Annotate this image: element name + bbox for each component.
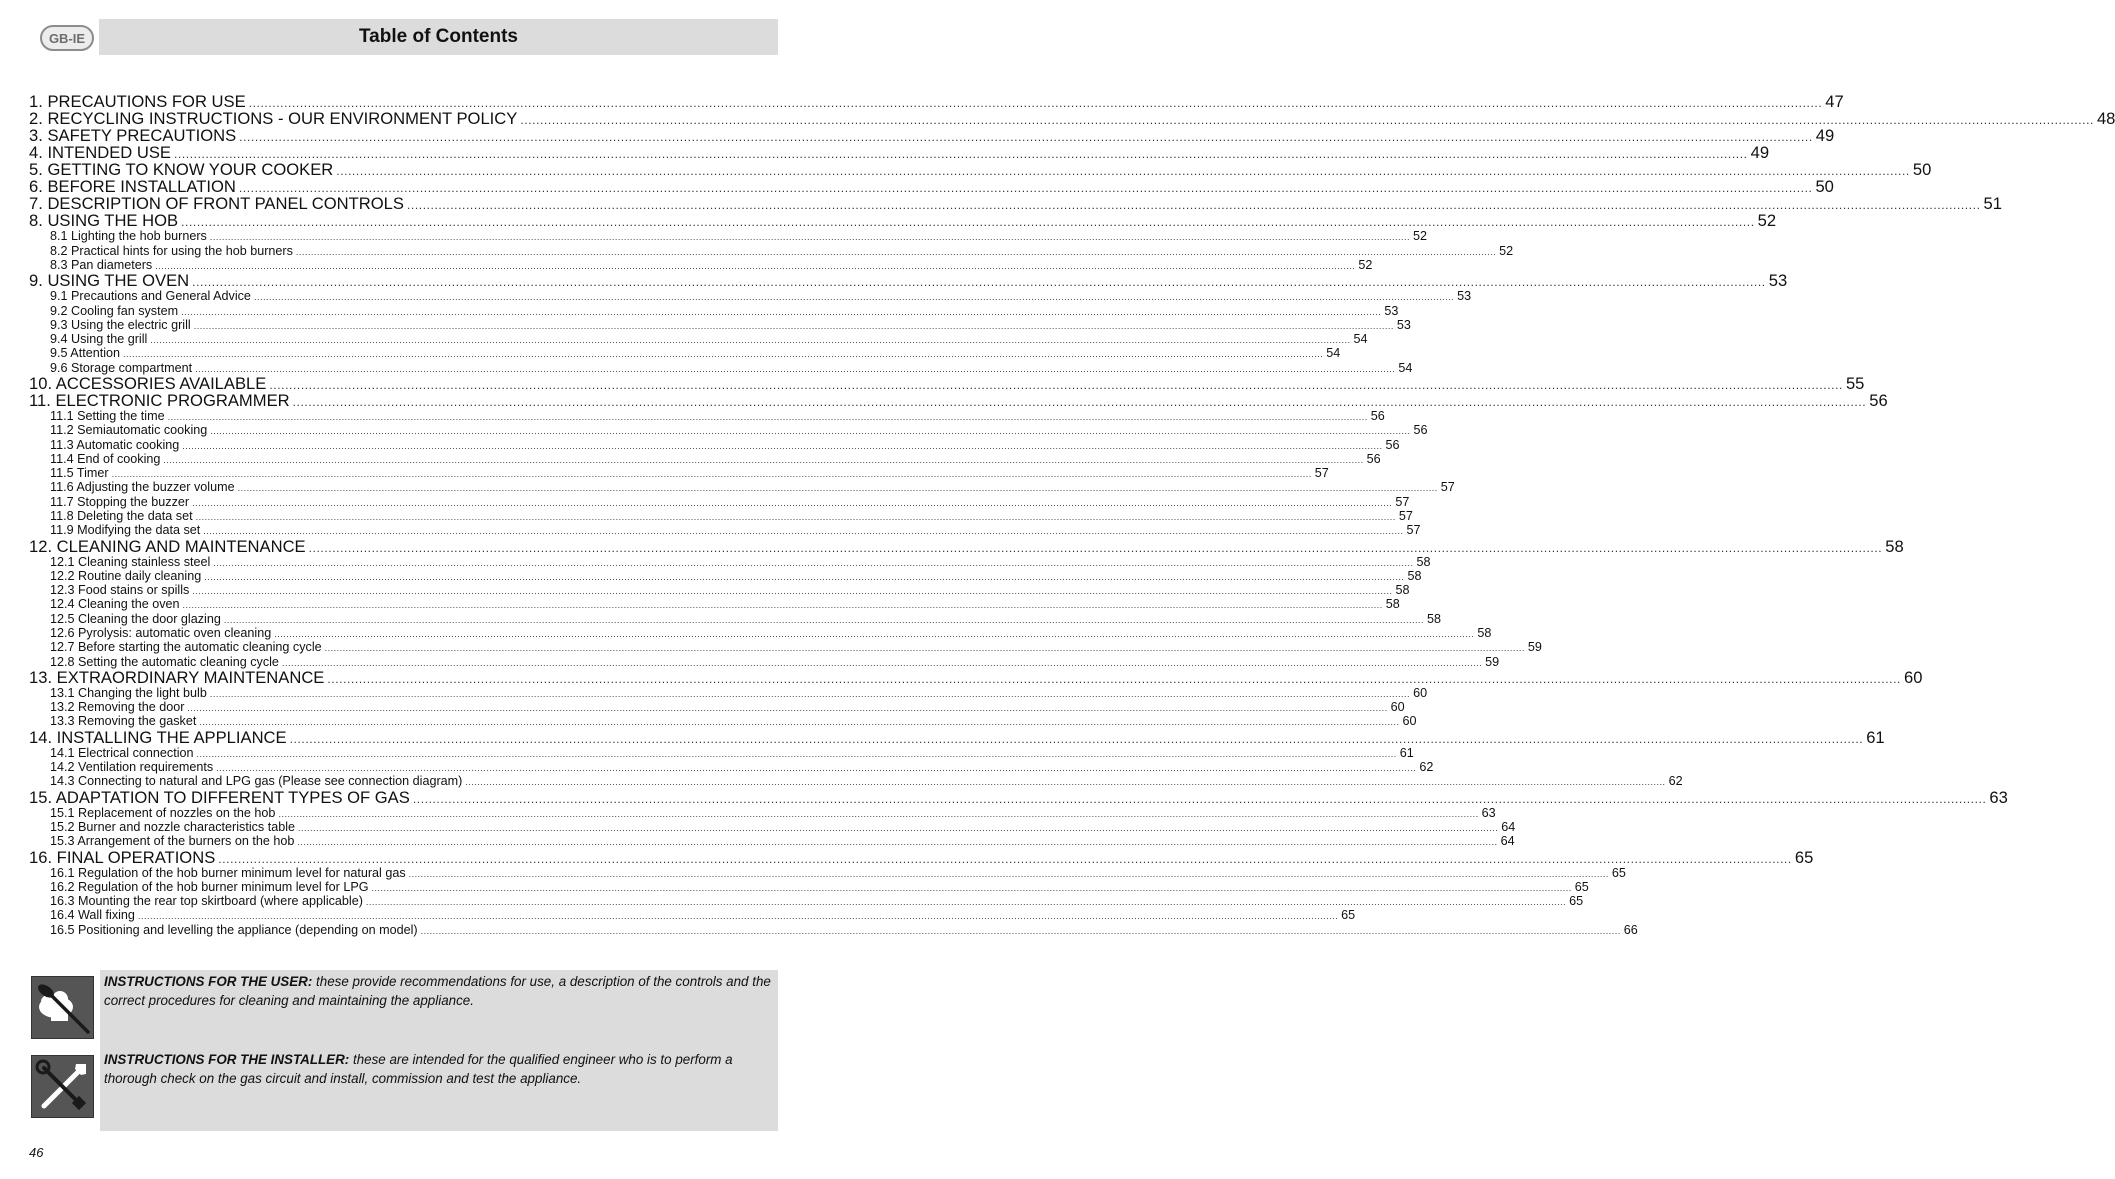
dot-leader: ................................................................................................................................................................................................................................................................................................................................................................................................................ bbox=[192, 586, 1393, 597]
toc-entry-label: 12.3 Food stains or spills bbox=[50, 583, 190, 598]
toc-section-entry bbox=[29, 554, 1431, 570]
dot-leader: ................................................................................................................................................................................................................................................................................................................................................................................................................ bbox=[204, 571, 1405, 582]
toc-entry-page: 63 bbox=[1481, 805, 1496, 820]
toc-entry-page: 58 bbox=[1885, 536, 1904, 556]
toc-section-entry bbox=[29, 894, 1584, 909]
toc-entry-label: 9.3 Using the electric grill bbox=[50, 317, 191, 332]
toc-entry-page: 49 bbox=[1750, 143, 1770, 163]
toc-entry-page: 62 bbox=[1419, 760, 1434, 775]
dot-leader: ................................................................................................................................................................................................................................................................................................................................................................................................................ bbox=[199, 717, 1400, 728]
dot-leader: ................................................................................................................................................................................................................................................................................................................................................................................................................ bbox=[111, 469, 1312, 480]
installer-note-text: these are intended for the qualified engineer who is to perform a thorough check on the gas circuit and install, commission and test the appliance. bbox=[104, 1052, 733, 1086]
toc-entry-label: 15.2 Burner and nozzle characteristics table bbox=[50, 819, 296, 834]
dot-leader: ................................................................................................................................................................................................................................................................................................................................................................................................................ bbox=[289, 731, 1864, 746]
dot-leader: ................................................................................................................................................................................................................................................................................................................................................................................................................ bbox=[210, 426, 1411, 437]
toc-entry-label: 12.4 Cleaning the oven bbox=[50, 597, 180, 612]
toc-section-entry bbox=[29, 640, 1542, 655]
toc-entry-label: 3. SAFETY PRECAUTIONS bbox=[29, 126, 237, 146]
dot-leader: ................................................................................................................................................................................................................................................................................................................................................................................................................ bbox=[371, 882, 1572, 893]
toc-section-entry bbox=[29, 466, 1329, 481]
dot-leader: ................................................................................................................................................................................................................................................................................................................................................................................................................ bbox=[253, 292, 1455, 303]
toc-section-entry bbox=[29, 229, 1428, 244]
toc-chapter-entry bbox=[29, 727, 1885, 747]
dot-leader: ................................................................................................................................................................................................................................................................................................................................................................................................................ bbox=[420, 925, 1621, 936]
page-number: 46 bbox=[29, 1145, 44, 1160]
toc-section-entry bbox=[29, 303, 1399, 319]
toc-section-entry bbox=[29, 922, 1638, 938]
dot-leader: ................................................................................................................................................................................................................................................................................................................................................................................................................ bbox=[216, 763, 1417, 774]
toc-entry-label: 6. BEFORE INSTALLATION bbox=[29, 177, 236, 197]
dot-leader: ................................................................................................................................................................................................................................................................................................................................................................................................................ bbox=[295, 246, 1497, 257]
installer-note-heading: INSTRUCTIONS FOR THE INSTALLER: bbox=[104, 1052, 350, 1067]
dot-leader: ................................................................................................................................................................................................................................................................................................................................................................................................................ bbox=[187, 703, 1388, 714]
toc-chapter-entry bbox=[29, 536, 1904, 556]
toc-entry-page: 60 bbox=[1402, 714, 1417, 729]
toc-chapter-entry bbox=[29, 391, 1888, 410]
toc-entry-page: 58 bbox=[1407, 568, 1422, 583]
toc-entry-label: 16.3 Mounting the rear top skirtboard (where applicable) bbox=[50, 894, 363, 909]
toc-entry-label: 12. CLEANING AND MAINTENANCE bbox=[29, 536, 306, 556]
toc-entry-page: 53 bbox=[1384, 303, 1399, 318]
toc-entry-page: 65 bbox=[1341, 908, 1356, 923]
toc-entry-page: 58 bbox=[1427, 611, 1442, 626]
toc-entry-label: 11.4 End of cooking bbox=[50, 451, 161, 466]
toc-section-entry bbox=[29, 494, 1410, 510]
dot-leader: ................................................................................................................................................................................................................................................................................................................................................................................................................ bbox=[292, 395, 1867, 409]
toc-section-entry bbox=[29, 243, 1514, 259]
toc-entry-page: 55 bbox=[1845, 373, 1865, 393]
toc-section-entry bbox=[29, 509, 1413, 524]
toc-entry-page: 57 bbox=[1440, 480, 1455, 495]
toc-section-entry bbox=[29, 568, 1422, 584]
toc-entry-page: 48 bbox=[2096, 109, 2115, 129]
toc-entry-label: 15.3 Arrangement of the burners on the hob bbox=[50, 834, 295, 849]
toc-section-entry bbox=[29, 597, 1400, 612]
chef-spoon-icon bbox=[31, 976, 94, 1039]
dot-leader: ................................................................................................................................................................................................................................................................................................................................................................................................................ bbox=[163, 454, 1364, 465]
toc-entry-page: 59 bbox=[1527, 640, 1542, 655]
dot-leader: ................................................................................................................................................................................................................................................................................................................................................................................................................ bbox=[193, 320, 1394, 331]
toc-chapter-entry bbox=[29, 211, 1777, 231]
toc-entry-page: 58 bbox=[1385, 597, 1400, 612]
toc-entry-label: 4. INTENDED USE bbox=[29, 143, 171, 163]
dot-leader: ................................................................................................................................................................................................................................................................................................................................................................................................................ bbox=[223, 614, 1425, 625]
toc-entry-page: 65 bbox=[1569, 894, 1584, 909]
toc-section-entry bbox=[29, 700, 1405, 715]
toc-entry-label: 12.7 Before starting the automatic cleaning cycle bbox=[50, 640, 322, 655]
toc-section-entry bbox=[29, 879, 1589, 895]
toc-entry-page: 52 bbox=[1413, 229, 1428, 244]
toc-section-entry bbox=[29, 745, 1414, 761]
toc-section-entry bbox=[29, 583, 1410, 598]
toc-entry-page: 53 bbox=[1768, 271, 1788, 291]
dot-leader: ................................................................................................................................................................................................................................................................................................................................................................................................................ bbox=[239, 130, 1813, 145]
toc-entry-page: 51 bbox=[1983, 194, 2003, 214]
toc-entry-label: 11.6 Adjusting the buzzer volume bbox=[50, 480, 235, 495]
toc-entry-label: 9. USING THE OVEN bbox=[29, 271, 190, 291]
toc-entry-label: 9.6 Storage compartment bbox=[50, 360, 193, 375]
dot-leader: ................................................................................................................................................................................................................................................................................................................................................................................................................ bbox=[192, 275, 1766, 290]
toc-entry-label: 11.8 Deleting the data set bbox=[50, 509, 193, 524]
toc-entry-label: 15. ADAPTATION TO DIFFERENT TYPES OF GAS bbox=[29, 787, 410, 807]
toc-section-entry bbox=[29, 480, 1455, 495]
toc-entry-page: 53 bbox=[1396, 317, 1411, 332]
toc-entry-label: 13. EXTRAORDINARY MAINTENANCE bbox=[29, 667, 325, 687]
toc-entry-label: 11.2 Semiautomatic cooking bbox=[50, 423, 208, 438]
toc-entry-page: 60 bbox=[1390, 700, 1405, 715]
toc-entry-page: 57 bbox=[1406, 523, 1421, 538]
dot-leader: ................................................................................................................................................................................................................................................................................................................................................................................................................ bbox=[412, 791, 1987, 806]
toc-entry-label: 2. RECYCLING INSTRUCTIONS - OUR ENVIRONMENT POLICY bbox=[29, 109, 518, 129]
toc-entry-page: 52 bbox=[1757, 211, 1777, 231]
toc-section-entry bbox=[29, 805, 1496, 821]
toc-entry-page: 47 bbox=[1825, 92, 1844, 111]
toc-entry-page: 58 bbox=[1395, 583, 1410, 598]
toc-entry-label: 12.8 Setting the automatic cleaning cycle bbox=[50, 654, 279, 669]
dot-leader: ................................................................................................................................................................................................................................................................................................................................................................................................................ bbox=[465, 777, 1666, 788]
dot-leader: ................................................................................................................................................................................................................................................................................................................................................................................................................ bbox=[137, 911, 1339, 922]
toc-entry-page: 56 bbox=[1413, 423, 1428, 438]
dot-leader: ................................................................................................................................................................................................................................................................................................................................................................................................................ bbox=[155, 260, 1356, 271]
toc-entry-page: 53 bbox=[1457, 289, 1472, 304]
dot-leader: ................................................................................................................................................................................................................................................................................................................................................................................................................ bbox=[308, 540, 1883, 555]
toc-entry-page: 54 bbox=[1326, 346, 1341, 361]
toc-entry-label: 15.1 Replacement of nozzles on the hob bbox=[50, 805, 276, 820]
toc-entry-page: 59 bbox=[1485, 654, 1500, 669]
toc-entry-label: 11. ELECTRONIC PROGRAMMER bbox=[29, 391, 290, 410]
dot-leader: ................................................................................................................................................................................................................................................................................................................................................................................................................ bbox=[209, 232, 1411, 243]
toc-section-entry bbox=[29, 865, 1626, 881]
dot-leader: ................................................................................................................................................................................................................................................................................................................................................................................................................ bbox=[195, 512, 1396, 523]
toc-entry-page: 64 bbox=[1500, 834, 1515, 849]
toc-entry-label: 14.3 Connecting to natural and LPG gas (Please see connection diagram) bbox=[50, 774, 463, 789]
toc-entry-page: 62 bbox=[1668, 774, 1683, 789]
dot-leader: ................................................................................................................................................................................................................................................................................................................................................................................................................ bbox=[297, 837, 1498, 848]
user-note-text: these provide recommendations for use, a description of the controls and the correct procedures for cleaning and maintaining the appliance. bbox=[104, 974, 771, 1008]
toc-entry-label: 13.3 Removing the gasket bbox=[50, 714, 197, 729]
toc-section-entry bbox=[29, 332, 1368, 347]
toc-section-entry bbox=[29, 908, 1356, 923]
toc-entry-page: 64 bbox=[1501, 819, 1516, 834]
toc-entry-page: 56 bbox=[1370, 409, 1385, 424]
dot-leader: ................................................................................................................................................................................................................................................................................................................................................................................................................ bbox=[123, 349, 1324, 360]
toc-entry-label: 12.1 Cleaning stainless steel bbox=[50, 554, 211, 569]
dot-leader: ................................................................................................................................................................................................................................................................................................................................................................................................................ bbox=[218, 851, 1792, 866]
toc-chapter-entry bbox=[29, 847, 1814, 867]
toc-entry-label: 12.6 Pyrolysis: automatic oven cleaning bbox=[50, 626, 272, 641]
toc-entry-page: 58 bbox=[1416, 554, 1431, 569]
dot-leader: ................................................................................................................................................................................................................................................................................................................................................................................................................ bbox=[182, 600, 1383, 611]
toc-chapter-entry bbox=[29, 667, 1923, 687]
toc-section-entry bbox=[29, 289, 1472, 304]
dot-leader: ................................................................................................................................................................................................................................................................................................................................................................................................................ bbox=[195, 363, 1396, 374]
toc-entry-page: 60 bbox=[1903, 667, 1923, 687]
dot-leader: ................................................................................................................................................................................................................................................................................................................................................................................................................ bbox=[209, 688, 1411, 699]
toc-entry-page: 50 bbox=[1815, 177, 1834, 197]
toc-entry-label: 8. USING THE HOB bbox=[29, 211, 179, 231]
toc-section-entry bbox=[29, 423, 1428, 438]
dot-leader: ................................................................................................................................................................................................................................................................................................................................................................................................................ bbox=[203, 526, 1404, 537]
dot-leader: ................................................................................................................................................................................................................................................................................................................................................................................................................ bbox=[167, 412, 1368, 423]
toc-section-entry bbox=[29, 437, 1400, 453]
toc-entry-label: 13.2 Removing the door bbox=[50, 700, 185, 715]
toc-entry-page: 56 bbox=[1385, 437, 1400, 452]
toc-section-entry bbox=[29, 760, 1434, 775]
toc-entry-label: 14.1 Electrical connection bbox=[50, 745, 194, 760]
toc-entry-page: 66 bbox=[1623, 922, 1638, 937]
toc-entry-label: 11.3 Automatic cooking bbox=[50, 437, 180, 452]
toc-entry-page: 65 bbox=[1794, 847, 1814, 867]
user-instructions-note bbox=[100, 970, 778, 1052]
dot-leader: ................................................................................................................................................................................................................................................................................................................................................................................................................ bbox=[408, 868, 1609, 879]
installer-instructions-note bbox=[100, 1047, 778, 1131]
toc-entry-page: 54 bbox=[1353, 332, 1368, 347]
toc-entry-label: 7. DESCRIPTION OF FRONT PANEL CONTROLS bbox=[29, 194, 404, 214]
toc-entry-label: 14.2 Ventilation requirements bbox=[50, 760, 214, 775]
toc-entry-page: 61 bbox=[1866, 727, 1885, 747]
toc-entry-label: 16.5 Positioning and levelling the appliance (depending on model) bbox=[50, 922, 418, 937]
toc-entry-label: 10. ACCESSORIES AVAILABLE bbox=[29, 373, 267, 393]
toc-entry-page: 58 bbox=[1477, 626, 1492, 641]
toc-entry-label: 5. GETTING TO KNOW YOUR COOKER bbox=[29, 160, 334, 180]
dot-leader: ................................................................................................................................................................................................................................................................................................................................................................................................................ bbox=[181, 306, 1382, 317]
dot-leader: ................................................................................................................................................................................................................................................................................................................................................................................................................ bbox=[278, 808, 1479, 819]
toc-entry-label: 16.1 Regulation of the hob burner minimum level for natural gas bbox=[50, 865, 406, 880]
toc-entry-page: 49 bbox=[1815, 126, 1835, 146]
dot-leader: ................................................................................................................................................................................................................................................................................................................................................................................................................ bbox=[182, 440, 1383, 451]
dot-leader: ................................................................................................................................................................................................................................................................................................................................................................................................................ bbox=[181, 215, 1755, 230]
toc-section-entry bbox=[29, 346, 1341, 361]
tools-icon bbox=[31, 1055, 94, 1118]
dot-leader: ................................................................................................................................................................................................................................................................................................................................................................................................................ bbox=[365, 897, 1567, 908]
toc-entry-label: 16. FINAL OPERATIONS bbox=[29, 847, 216, 867]
toc-entry-label: 16.4 Wall fixing bbox=[50, 908, 135, 923]
toc-entry-label: 12.5 Cleaning the door glazing bbox=[50, 611, 221, 626]
page-title: Table of Contents bbox=[358, 26, 519, 47]
dot-leader: ................................................................................................................................................................................................................................................................................................................................................................................................................ bbox=[192, 497, 1393, 508]
toc-entry-label: 11.5 Timer bbox=[50, 466, 109, 481]
toc-entry-label: 11.1 Setting the time bbox=[50, 409, 165, 424]
toc-entry-label: 13.1 Changing the light bulb bbox=[50, 685, 207, 700]
toc-section-entry bbox=[29, 451, 1381, 467]
toc-entry-label: 11.9 Modifying the data set bbox=[50, 523, 201, 538]
toc-entry-label: 9.2 Cooling fan system bbox=[50, 303, 179, 318]
dot-leader: ................................................................................................................................................................................................................................................................................................................................................................................................................ bbox=[237, 483, 1438, 494]
dot-leader: ................................................................................................................................................................................................................................................................................................................................................................................................................ bbox=[174, 147, 1748, 162]
dot-leader: ................................................................................................................................................................................................................................................................................................................................................................................................................ bbox=[336, 164, 1910, 179]
dot-leader: ................................................................................................................................................................................................................................................................................................................................................................................................................ bbox=[238, 181, 1813, 196]
dot-leader: ................................................................................................................................................................................................................................................................................................................................................................................................................ bbox=[324, 643, 1525, 654]
dot-leader: ................................................................................................................................................................................................................................................................................................................................................................................................................ bbox=[248, 96, 1823, 110]
toc-section-entry bbox=[29, 409, 1385, 424]
toc-entry-page: 50 bbox=[1912, 160, 1932, 180]
dot-leader: ................................................................................................................................................................................................................................................................................................................................................................................................................ bbox=[281, 657, 1483, 668]
toc-section-entry bbox=[29, 626, 1492, 641]
toc-section-entry bbox=[29, 611, 1442, 627]
toc-entry-page: 57 bbox=[1398, 509, 1413, 524]
toc-entry-page: 52 bbox=[1358, 257, 1373, 272]
toc-entry-page: 52 bbox=[1499, 243, 1514, 258]
toc-entry-label: 11.7 Stopping the buzzer bbox=[50, 494, 190, 509]
toc-entry-label: 14. INSTALLING THE APPLIANCE bbox=[29, 727, 287, 747]
toc-chapter-entry bbox=[29, 787, 2008, 807]
toc-entry-page: 61 bbox=[1399, 745, 1414, 760]
toc-section-entry bbox=[29, 819, 1516, 835]
dot-leader: ................................................................................................................................................................................................................................................................................................................................................................................................................ bbox=[269, 377, 1843, 392]
toc-entry-page: 57 bbox=[1314, 466, 1329, 481]
toc-entry-label: 12.2 Routine daily cleaning bbox=[50, 568, 202, 583]
toc-section-entry bbox=[29, 685, 1428, 701]
toc-entry-label: 9.4 Using the grill bbox=[50, 332, 148, 347]
toc-entry-label: 9.5 Attention bbox=[50, 346, 121, 361]
toc-entry-label: 8.1 Lighting the hob burners bbox=[50, 229, 207, 244]
dot-leader: ................................................................................................................................................................................................................................................................................................................................................................................................................ bbox=[520, 113, 2094, 128]
toc-entry-label: 16.2 Regulation of the hob burner minimum level for LPG bbox=[50, 879, 369, 894]
dot-leader: ................................................................................................................................................................................................................................................................................................................................................................................................................ bbox=[298, 822, 1499, 833]
toc-entry-label: 8.3 Pan diameters bbox=[50, 257, 153, 272]
user-note-heading: INSTRUCTIONS FOR THE USER: bbox=[104, 974, 313, 989]
language-badge bbox=[40, 25, 94, 51]
toc-entry-page: 60 bbox=[1413, 685, 1428, 700]
title-bar bbox=[99, 19, 778, 55]
dot-leader: ................................................................................................................................................................................................................................................................................................................................................................................................................ bbox=[150, 335, 1351, 346]
toc-entry-label: 1. PRECAUTIONS FOR USE bbox=[29, 92, 246, 111]
dot-leader: ................................................................................................................................................................................................................................................................................................................................................................................................................ bbox=[406, 198, 1981, 213]
toc-entry-page: 54 bbox=[1398, 360, 1413, 375]
toc-entry-page: 63 bbox=[1989, 787, 2008, 807]
toc-entry-label: 8.2 Practical hints for using the hob burners bbox=[50, 243, 293, 258]
toc-entry-page: 65 bbox=[1611, 865, 1626, 880]
table-of-contents bbox=[29, 92, 2115, 938]
dot-leader: ................................................................................................................................................................................................................................................................................................................................................................................................................ bbox=[274, 629, 1475, 640]
toc-entry-page: 65 bbox=[1574, 879, 1589, 894]
dot-leader: ................................................................................................................................................................................................................................................................................................................................................................................................................ bbox=[196, 748, 1397, 759]
toc-section-entry bbox=[29, 317, 1411, 333]
toc-entry-page: 56 bbox=[1869, 391, 1888, 410]
dot-leader: ................................................................................................................................................................................................................................................................................................................................................................................................................ bbox=[213, 557, 1414, 568]
toc-entry-page: 57 bbox=[1395, 494, 1410, 509]
language-code: GB-IE bbox=[48, 30, 86, 46]
toc-chapter-entry bbox=[29, 271, 1788, 291]
dot-leader: ................................................................................................................................................................................................................................................................................................................................................................................................................ bbox=[327, 671, 1901, 686]
toc-entry-label: 9.1 Precautions and General Advice bbox=[50, 289, 251, 304]
toc-entry-page: 56 bbox=[1366, 451, 1381, 466]
